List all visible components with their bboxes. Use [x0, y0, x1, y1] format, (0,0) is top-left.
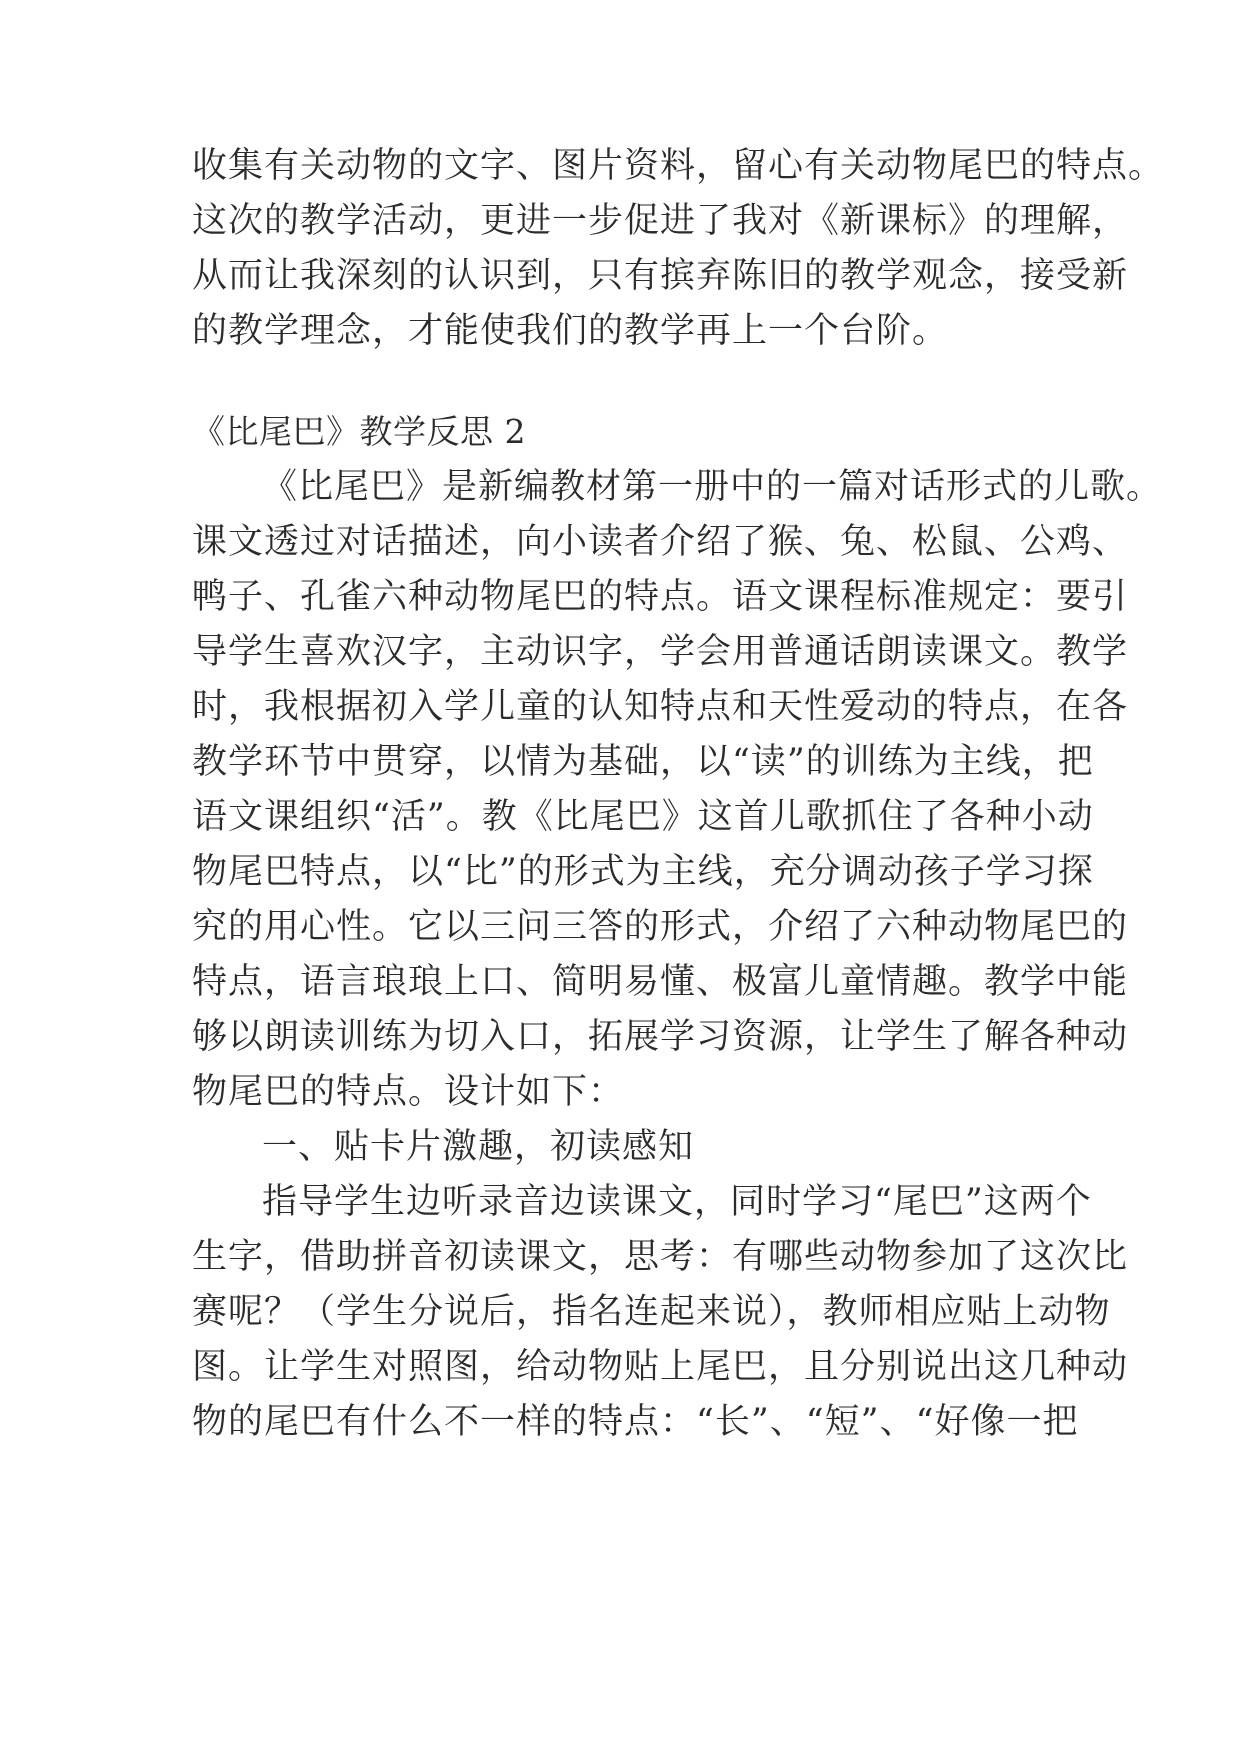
text-line: 鸭子、孔雀六种动物尾巴的特点。语文课程标准规定：要引	[192, 577, 1129, 617]
text-line: 导学生喜欢汉字，主动识字，学会用普通话朗读课文。教学	[192, 632, 1129, 672]
text-line: 时，我根据初入学儿童的认知特点和天性爱动的特点，在各	[192, 687, 1129, 727]
text-line: 特点，语言琅琅上口、简明易懂、极富儿童情趣。教学中能	[192, 962, 1129, 1002]
text-line: 的教学理念，才能使我们的教学再上一个台阶。	[192, 311, 949, 351]
text-line: 《比尾巴》是新编教材第一册中的一篇对话形式的儿歌。	[262, 467, 1163, 507]
text-line: 够以朗读训练为切入口，拓展学习资源，让学生了解各种动	[192, 1017, 1129, 1057]
subheading: 一、贴卡片激趣，初读感知	[262, 1127, 695, 1167]
text-line: 教学环节中贯穿，以情为基础，以“读”的训练为主线，把	[192, 742, 1094, 782]
text-line: 物尾巴特点，以“比”的形式为主线，充分调动孩子学习探	[192, 852, 1094, 892]
text-line: 图。让学生对照图，给动物贴上尾巴，且分别说出这几种动	[192, 1347, 1129, 1387]
text-line: 赛呢？（学生分说后，指名连起来说），教师相应贴上动物	[192, 1292, 1111, 1332]
text-line: 生字，借助拼音初读课文，思考：有哪些动物参加了这次比	[192, 1237, 1129, 1277]
text-line: 课文透过对话描述，向小读者介绍了猴、兔、松鼠、公鸡、	[192, 522, 1129, 562]
text-line: 收集有关动物的文字、图片资料，留心有关动物尾巴的特点。	[192, 146, 1165, 186]
text-line: 物尾巴的特点。设计如下：	[192, 1072, 625, 1112]
text-line: 指导学生边听录音边读课文，同时学习“尾巴”这两个	[262, 1182, 1092, 1222]
section-title: 《比尾巴》教学反思 2	[192, 412, 526, 451]
text-line: 究的用心性。它以三问三答的形式，介绍了六种动物尾巴的	[192, 907, 1129, 947]
text-line: 语文课组织“活”。教《比尾巴》这首儿歌抓住了各种小动	[192, 797, 1094, 837]
text-line: 这次的教学活动，更进一步促进了我对《新课标》的理解，	[192, 201, 1129, 241]
text-line: 物的尾巴有什么不一样的特点：“长”、“短”、“好像一把	[192, 1402, 1079, 1442]
text-line: 从而让我深刻的认识到，只有摈弃陈旧的教学观念，接受新	[192, 256, 1129, 296]
